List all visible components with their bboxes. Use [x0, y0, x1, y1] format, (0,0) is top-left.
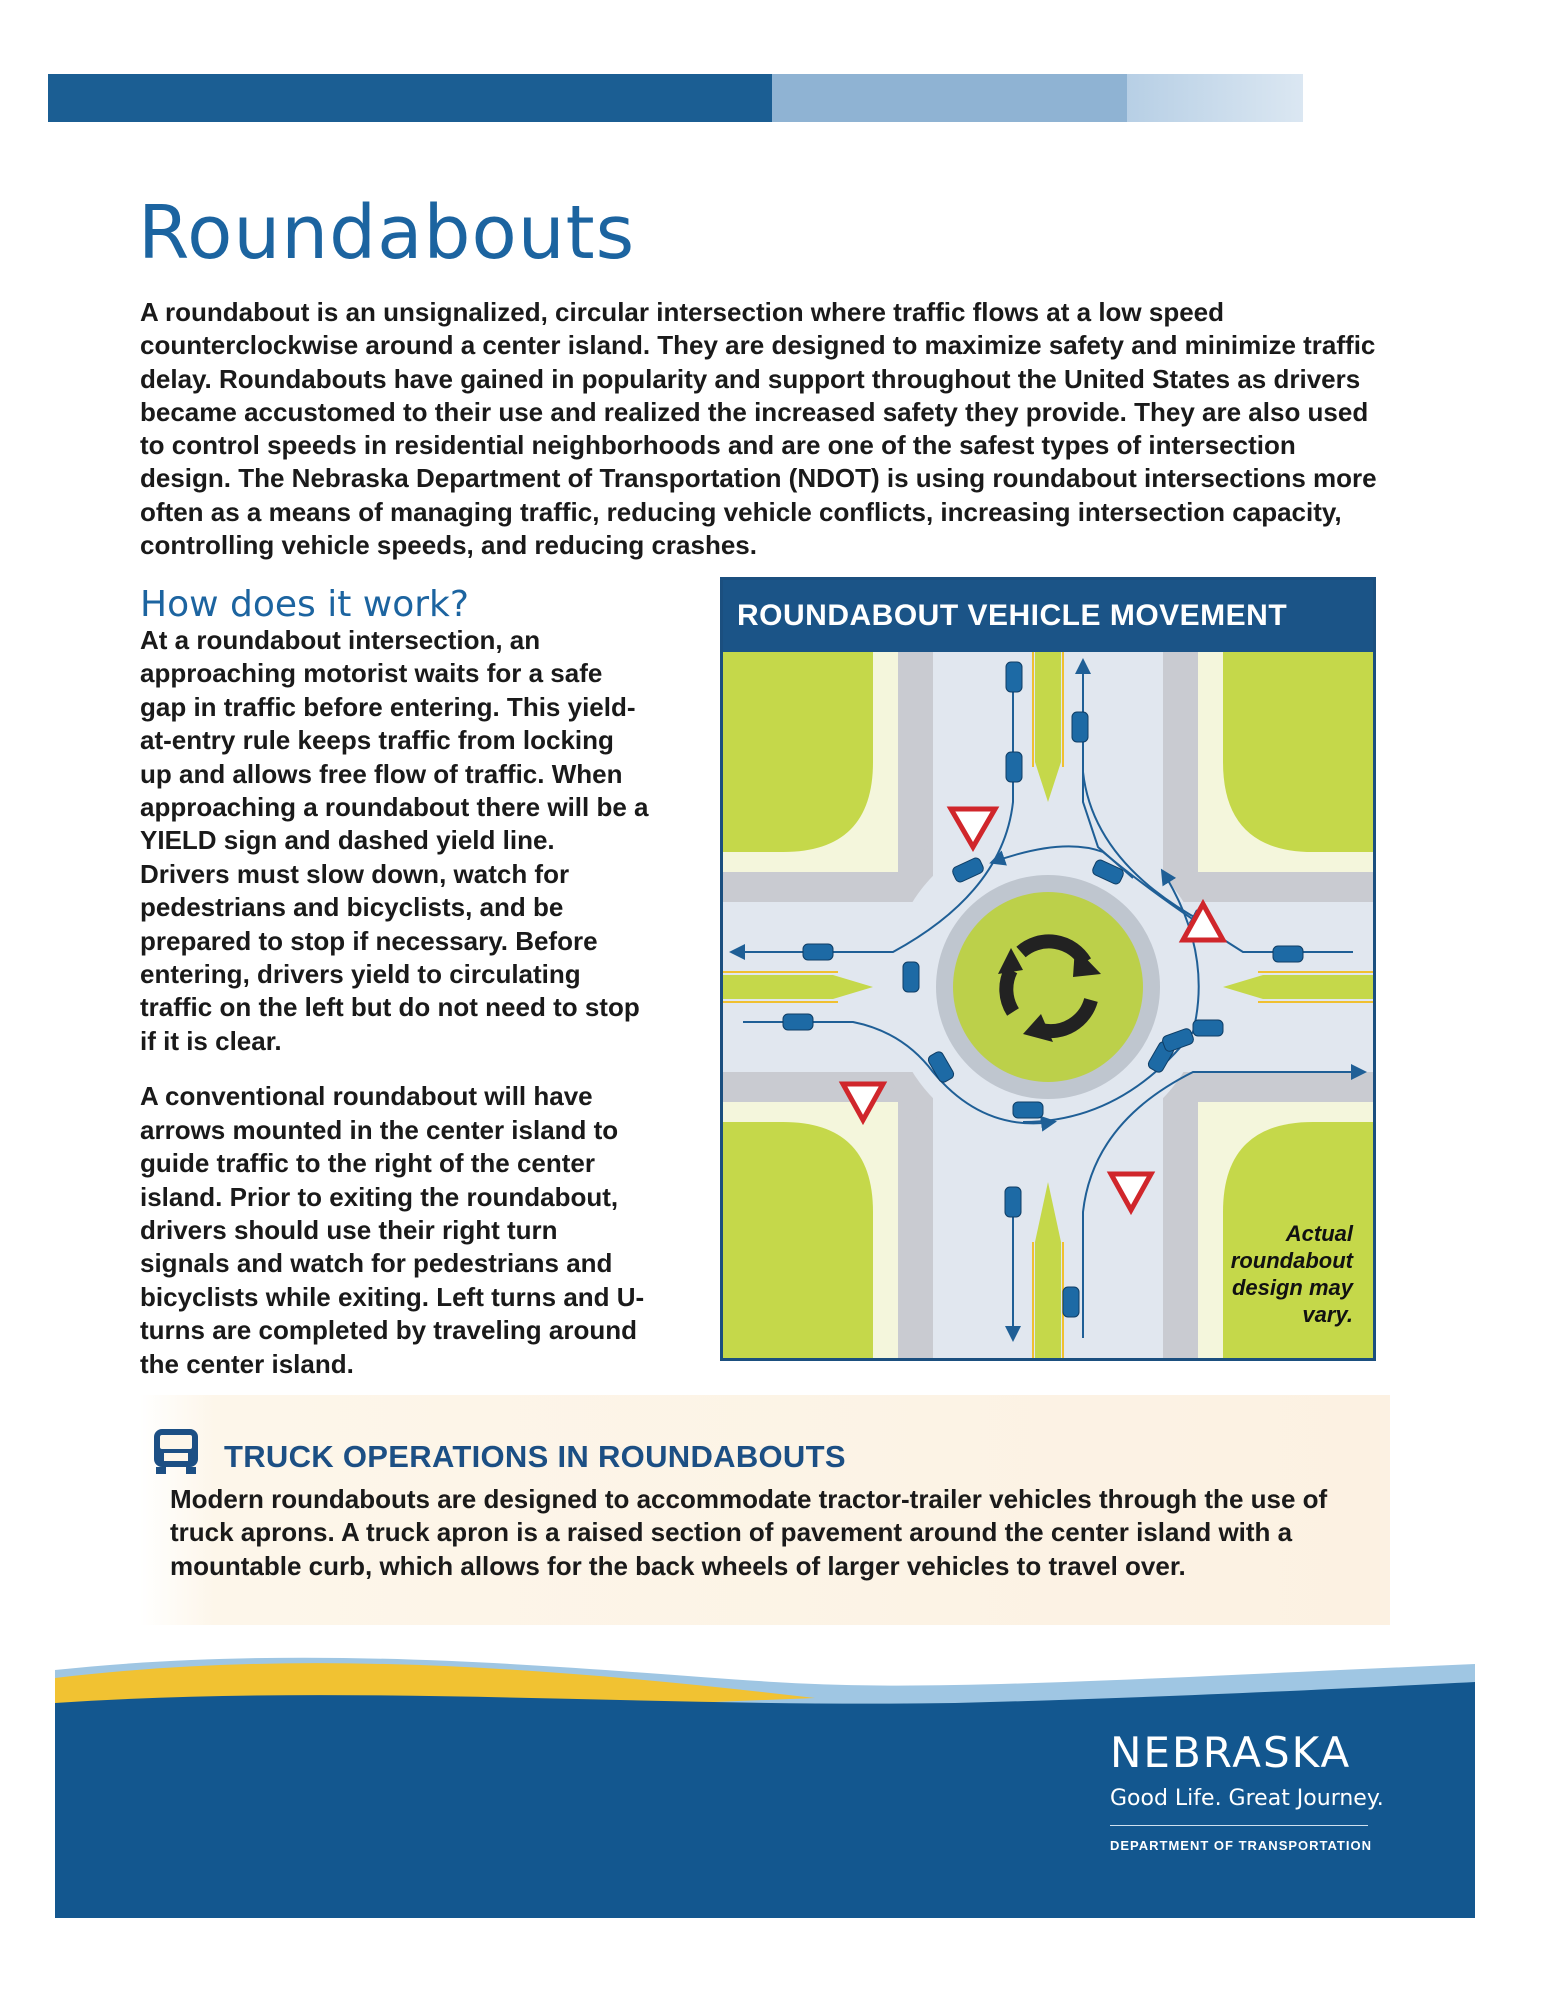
car-icon — [1006, 662, 1022, 692]
car-icon — [803, 944, 833, 960]
top-bar-segment-dark — [48, 74, 772, 122]
roundabout-diagram — [720, 577, 1376, 1361]
disclaimer-line: vary. — [1302, 1302, 1353, 1327]
brand-tagline: Good Life. Great Journey. — [1110, 1786, 1384, 1811]
brand-divider — [1110, 1825, 1368, 1826]
car-icon — [1273, 946, 1303, 962]
footer-band — [55, 1648, 1475, 1918]
car-icon — [1072, 712, 1088, 742]
brand-name: NEBRASKA — [1110, 1728, 1352, 1777]
how-heading: How does it work? — [140, 584, 469, 625]
how-paragraph-1: At a roundabout intersection, an approaching motorist waits for a safe gap in traffic before entering. This yield-at-entry rule keeps traffic from locking up and allows free flow of traffic. When approaching a roundabout there will be a YIELD sign and dashed yield line. Drivers must slow down, watch for pedestrians and bicyclists, and be prepared to stop if necessary. Before entering, drivers yield to circulating traffic on the left but do not need to stop if it is clear. — [140, 625, 649, 1056]
top-accent-bar — [48, 74, 1303, 122]
intro-paragraph: A roundabout is an unsignalized, circular intersection where traffic flows at a low speed counterclockwise around a center island. They are designed to maximize safety and minimize traffic delay. Roundabouts have gained in popularity and support throughout the United States as drivers became accustomed to their use and realized the increased safety they provide. They are also used to control speeds in residential neighborhoods and are one of the safest types of intersection design. The Nebraska Department of Transportation (NDOT) is using roundabout intersections more often as a means of managing traffic, reducing vehicle conflicts, increasing intersection capacity, controlling vehicle speeds, and reducing crashes. — [140, 297, 1377, 561]
top-bar-segment-mid — [772, 74, 1127, 122]
car-icon — [1063, 1287, 1079, 1317]
truck-section-text: Modern roundabouts are designed to accommodate tractor-trailer vehicles through the use of truck aprons. A truck apron is a raised section of pavement around the center island with a mountable curb, which allows for the back wheels of larger vehicles to travel over. — [170, 1484, 1328, 1581]
truck-section-title: TRUCK OPERATIONS IN ROUNDABOUTS — [224, 1439, 846, 1474]
brand-department: DEPARTMENT OF TRANSPORTATION — [1110, 1838, 1372, 1853]
truck-operations-panel — [140, 1395, 1390, 1625]
how-section — [140, 624, 650, 1403]
car-icon — [1193, 1020, 1223, 1036]
truck-icon — [150, 1425, 202, 1477]
diagram-heading: ROUNDABOUT VEHICLE MOVEMENT — [723, 580, 1373, 652]
center-island — [953, 892, 1143, 1082]
top-bar-segment-light — [1127, 74, 1303, 122]
disclaimer-line: design may — [1231, 1275, 1353, 1300]
how-paragraph-2: A conventional roundabout will have arrows mounted in the center island to guide traffic to the right of the center island. Prior to exiting the roundabout, drivers should use their right turn signals and watch for pedestrians and bicyclists while exiting. Left turns and U-turns are completed by traveling around the center island. — [140, 1081, 645, 1379]
disclaimer-line: roundabout — [1230, 1248, 1353, 1273]
car-icon — [1013, 1102, 1043, 1118]
car-icon — [1006, 752, 1022, 782]
ndot-logo — [1110, 1728, 1384, 1853]
page-title: Roundabouts — [138, 190, 636, 276]
car-icon — [1005, 1187, 1021, 1217]
disclaimer-line: Actual — [1285, 1221, 1353, 1246]
car-icon — [783, 1014, 813, 1030]
diagram-disclaimer — [1231, 1220, 1353, 1328]
car-icon — [903, 962, 919, 992]
